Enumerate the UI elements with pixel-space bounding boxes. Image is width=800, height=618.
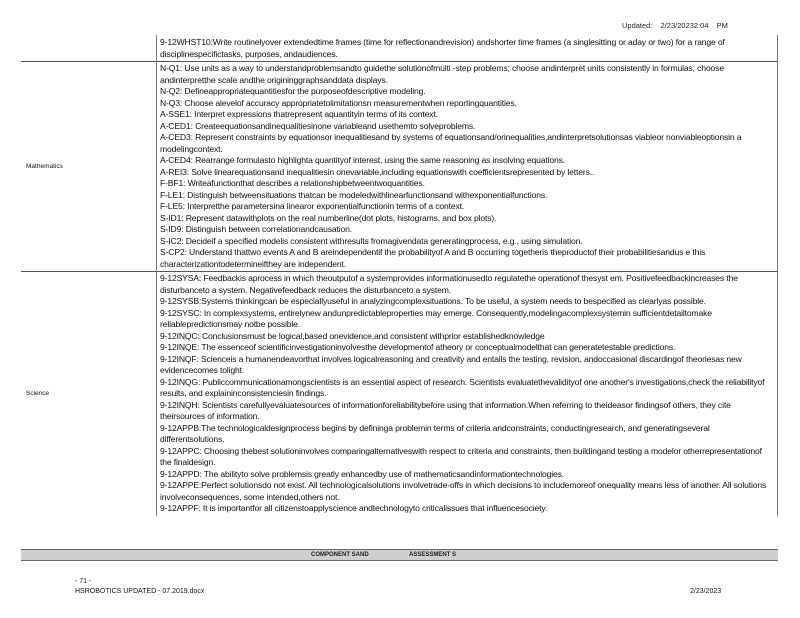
standard-line: F-LE5: Interpretthe parametersina linearor exponentialfunctionin terms of a context. xyxy=(160,201,465,211)
subject-cell: Science xyxy=(21,272,157,516)
standard-line: S-IC2: Decideif a specified modelis consistent withresults fromagivendata generatingprocess, e.g., using simulation. xyxy=(160,235,583,246)
standard-line: 9-12INQF: Scienceis a humanendeavorthat involves logicalreasoning and creativity and entails the testing, revision, andoccasional discardingof theoriesas new evidencecomes tolight. xyxy=(160,353,742,375)
standard-line: A-CED1: Createequationsandinequalitiesinone variableand usethemto solveproblems. xyxy=(160,120,476,131)
subject-cell xyxy=(21,35,157,62)
standard-line: 9-12WHST10:Write routinelyover extendedtime frames (time for reflectionandrevision) andshorter time frames (a singlesitting or aday or two) for a range of disciplinespecifictasks, purposes, andaudiences. xyxy=(160,37,725,59)
standard-line: 9-12APPF: It is importantfor all citizenstoapplyscience andtechnologyto criticalissues that influencesociety. xyxy=(160,503,548,513)
standard-line: A-REI3: Solve linearequationsand inequalitiesin onevariable,including equationswith coefficientsrepresented by letters.. xyxy=(160,166,595,177)
updated-timestamp xyxy=(622,21,734,30)
standards-table xyxy=(21,35,778,516)
standard-line: 9-12INQH: Scientists carefullyevaluatesources of informationforeliabilitybefore using that information.When referring to theideasor findingsof others, they cite theirsources of information. xyxy=(160,399,731,421)
footer-date: 2/23/2023 xyxy=(690,588,722,595)
page-number: - 71 - xyxy=(75,578,92,585)
standards-cell xyxy=(157,272,778,516)
components-label: COMPONENT SAND xyxy=(311,552,369,558)
standard-line: 9-12SYSC: In complexsystems, entirelynew andunpredictableproperties may emerge. Consequently,modelingacomplexsystemin sufficientdetailtomake reliablepredictionsmay notbe possible. xyxy=(160,307,712,329)
standard-line: N-Q2: Defineappropriatequantitiesfor the purposeofdescriptive modeling. xyxy=(160,86,426,96)
standards-cell xyxy=(157,35,778,62)
standard-line: S-ID1: Represent datawithplots on the real numberline(dot plots, histograms, and box plots). xyxy=(160,212,497,223)
standard-line: 9-12SYSB:Systems thinkingcan be especiallyuseful in analyzingcomplexsituations. To be useful, a system needs to bespecified as clearlyas possible. xyxy=(160,296,706,306)
updated-ampm: PM xyxy=(716,21,728,30)
standard-line: 9-12APPE:Perfect solutionsdo not exist. All technologicalsolutions involvetrade-offs in which decisions to includemoreof onequality means less of another. All solutions involveconsequences, some intended,others not. xyxy=(160,480,767,502)
updated-value: 2/23/20232:04 xyxy=(660,21,709,30)
table-row xyxy=(21,272,778,516)
table-row xyxy=(21,35,778,62)
subject-cell: Mathematics xyxy=(21,62,157,272)
components-assessments-bar xyxy=(21,549,778,561)
updated-label: Updated: xyxy=(622,21,653,30)
standard-line: 9-12APPB:The technologicaldesignprocess begins by defininga problemin terms of criteria andconstraints, conductingresearch, and generatingseveral differentsolutions. xyxy=(160,422,710,444)
standard-line: N-Q3: Choose alevelof accuracy appropriatetolimitationsn measurementwhen reportingquantities. xyxy=(160,97,517,108)
footer-file-name: HSROBOTICS UPDATED - 07.2019.docx xyxy=(75,588,205,595)
standard-line: N-Q1: Use units as a way to understandproblemsandto guidethe solutionofmulti -step problems; choose andinterpret units consistently in formulas; choose andinterpretthe scale andthe origininggraphsanddata displays. xyxy=(160,63,724,85)
standard-line: F-LE1: Distinguish betweensituations thatcan be modeledwithlinearfunctionsand withexponentialfunctions. xyxy=(160,189,548,200)
standard-line: F-BF1: Writeafunctionthat describes a relationshipbetweentwoquantities. xyxy=(160,178,425,188)
standard-line: 9-12INQC: Conclusionsmust be logical,based onevidence,and consistent withprior establishedknowledge xyxy=(160,330,545,341)
standard-line: S-ID9: Distinguish between correlationandcausation. xyxy=(160,224,353,234)
standard-line: S-CP2: Understand thattwo events A and B areindependentif the probabilityof A and B occurring togetheris theproductof their probabilitiesandus e this characterizationtodetermineifthey are independent. xyxy=(160,247,706,269)
standard-line: 9-12SYSA: Feedbackis aprocess in which theoutputof a systemprovides informationusedto regulatethe operationof thesyst em. Positivefeedbackincreases the disturbanceto a system. Negativefeedback reduces the disturbanceto a system. xyxy=(160,273,738,295)
assessments-label: ASSESSMENT S xyxy=(409,552,457,558)
standard-line: 9-12INQE: The essenceof scientificinvestigationinvolvesthe developmentof atheory or conceptualmodelthat can generatetestable predictions. xyxy=(160,342,676,352)
standard-line: A-CED4: Rearrange formulasto highlighta quantityof interest, using the same reasoning as insolving equations. xyxy=(160,155,565,165)
standard-line: 9-12INQG: Publiccommunicationamongscientists is an essential aspect of research. Scientists evaluatethevalidityof one another's investigations,check the reliabilityof results, and explaininconsistenciesin findings. xyxy=(160,376,765,398)
standard-line: 9-12APPC: Choosing thebest solutioninvolves comparingalternativeswith respect to criteria and constraints, then buildingand testing a modelor otherrepresentationof the finaldesign. xyxy=(160,445,762,467)
standard-line: A-CED3: Represent constraints by equationsor inequalitiesand by systems of equationsand/orinequalities,andinterpretsolutionsas viableor nonviableoptionsin a modelingcontext. xyxy=(160,132,742,154)
table-row xyxy=(21,62,778,272)
standards-cell xyxy=(157,62,778,272)
standard-line: A-SSE1: Interpret expressions thatrepresent aquantityin terms of its context. xyxy=(160,109,438,119)
standard-line: 9-12APPD: The abilityto solve problemsis greatly enhancedby use of mathematicsandinformationtechnologies. xyxy=(160,468,564,479)
